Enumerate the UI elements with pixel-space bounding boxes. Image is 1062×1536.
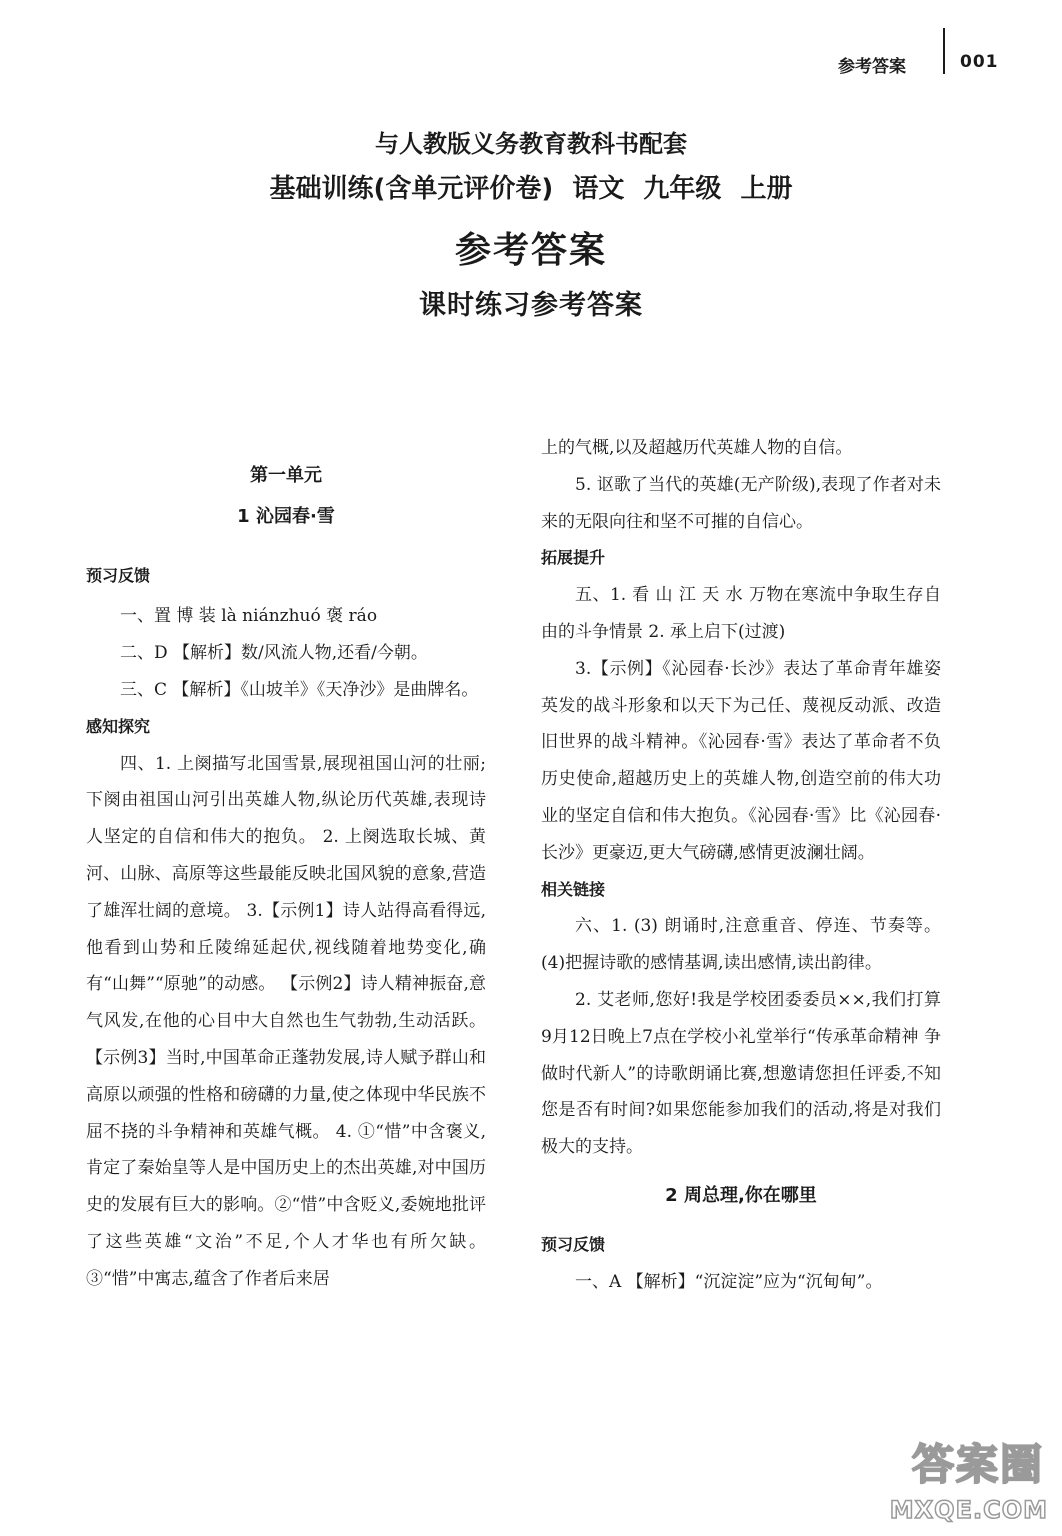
answer-paragraph: 一、A 【解析】“沉淀淀”应为“沉甸甸”。	[575, 1271, 883, 1292]
section-heading-preview: 预习反馈	[541, 1234, 606, 1254]
lesson-heading: 1 沁园春·雪	[237, 505, 335, 527]
right-column	[541, 430, 941, 1300]
answer-paragraph: 一、置 博 装 là niánzhuó 褒 ráo	[120, 606, 378, 627]
answers-subheading: 课时练习参考答案	[419, 290, 643, 321]
section-heading-preview: 预习反馈	[86, 565, 151, 585]
section-heading-extension: 拓展提升	[541, 548, 606, 568]
watermark-logo	[889, 1432, 1054, 1530]
answer-paragraph: 2. 艾老师,您好!我是学校团委委员××,我们打算9月12日晚上7点在学校小礼堂举行“传承革命精神 争做时代新人”的诗歌朗诵比赛,想邀请您担任评委,不知您是否有时间?如果您能参加我们的活动,将是对我们极大的支持。	[541, 989, 941, 1158]
answer-paragraph: 5. 讴歌了当代的英雄(无产阶级),表现了作者对未来的无限向往和坚不可摧的自信心。	[541, 474, 941, 532]
left-column	[86, 430, 486, 1298]
unit-heading: 第一单元	[250, 465, 322, 486]
book-title: 基础训练(含单元评价卷) 语文 九年级 上册	[269, 174, 793, 204]
lesson-heading: 2 周总理,你在哪里	[665, 1184, 817, 1206]
watermark-text: 答案圈	[912, 1440, 1045, 1489]
book-series-title: 与人教版义务教育教科书配套	[375, 130, 687, 158]
watermark-url: MXQE.COM	[889, 1496, 1048, 1524]
answer-paragraph-continued: 上的气概,以及超越历代英雄人物的自信。	[541, 438, 853, 458]
answer-paragraph: 五、1. 看 山 江 天 水 万物在寒流中争取生存自由的斗争情景 2. 承上启下(过渡)	[541, 585, 941, 642]
running-header-label: 参考答案	[838, 57, 906, 77]
header-divider	[943, 28, 945, 74]
answer-paragraph: 三、C 【解析】《山坡羊》《天净沙》是曲牌名。	[120, 679, 479, 700]
section-heading-explore: 感知探究	[86, 716, 151, 736]
answer-paragraph: 二、D 【解析】数/风流人物,还看/今朝。	[120, 643, 428, 664]
answer-paragraph: 四、1. 上阕描写北国雪景,展现祖国山河的壮丽;下阕由祖国山河引出英雄人物,纵论历代英雄,表现诗人坚定的自信和伟大的抱负。 2. 上阕选取长城、黄河、山脉、高原等这些最能反映北国风貌的意象,营造了雄浑壮阔的意境。 3.【示例1】诗人站得高看得远,他看到山势和丘陵绵延起伏,视线随着地势变化,确有“山舞”“原驰”的动感。 【示例2】诗人精神振奋,意气风发,在他的心目中大自然也生气勃勃,生动活跃。 【示例3】当时,中国革命正蓬勃发展,诗人赋予群山和高原以顽强的性格和磅礴的力量,使之体现中华民族不屈不挠的斗争精神和英雄气概。 4. ①“惜”中含褒义,肯定了秦始皇等人是中国历史上的杰出英雄,对中国历史的发展有巨大的影响。②“惜”中含贬义,委婉地批评了这些英雄“文治”不足,个人才华也有所欠缺。③“惜”中寓志,蕴含了作者后来居	[86, 753, 486, 1289]
answers-heading: 参考答案	[454, 230, 607, 271]
page-number: 001	[960, 52, 999, 72]
section-heading-links: 相关链接	[541, 879, 606, 899]
answer-paragraph: 六、1. (3) 朗诵时,注意重音、停连、节奏等。(4)把握诗歌的感情基调,读出感情,读出韵律。	[541, 916, 941, 974]
answer-paragraph: 3.【示例】《沁园春·长沙》表达了革命青年雄姿英发的战斗形象和以天下为己任、蔑视反动派、改造旧世界的战斗精神。《沁园春·雪》表达了革命者不负历史使命,超越历史上的英雄人物,创造空前的伟大功业的坚定自信和伟大抱负。《沁园春·雪》比《沁园春·长沙》更豪迈,更大气磅礴,感情更波澜壮阔。	[541, 658, 941, 863]
